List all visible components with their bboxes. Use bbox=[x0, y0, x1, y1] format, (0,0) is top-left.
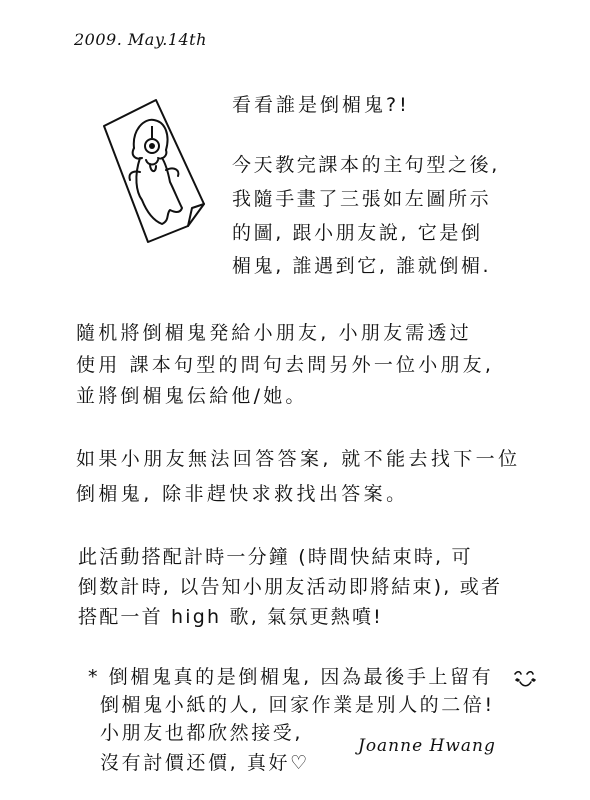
ghost-card-drawing-icon bbox=[96, 96, 208, 246]
timer-line: 倒数計時, 以告知小朋友活动即將結束), 或者 bbox=[78, 576, 503, 598]
date-heading: 2009. May.14th bbox=[74, 30, 207, 49]
rule-line: 隨机將倒楣鬼発給小朋友, 小朋友需透过 bbox=[76, 322, 472, 344]
page-title: 看看誰是倒楣鬼?! bbox=[232, 94, 410, 116]
signature: Joanne Hwang bbox=[358, 736, 496, 756]
fail-line: 如果小朋友無法回答答案, 就不能去找下一位 bbox=[76, 448, 521, 470]
note-line: 沒有討價还價, 真好♡ bbox=[100, 752, 310, 774]
intro-line: 我隨手畫了三張如左圖所示 bbox=[232, 188, 492, 210]
note-line: 小朋友也都欣然接受, bbox=[100, 722, 304, 744]
timer-line: 搭配一首 high 歌, 氣氛更熱噴! bbox=[78, 606, 383, 628]
note-line: 倒楣鬼小紙的人, 回家作業是別人的二倍! bbox=[100, 694, 495, 716]
smile-face-icon bbox=[512, 668, 538, 690]
fail-line: 倒楣鬼, 除非趕快求救找出答案。 bbox=[76, 483, 409, 505]
timer-line: 此活動搭配計時一分鐘 (時間快結束時, 可 bbox=[78, 546, 473, 568]
rule-line: 使用 課本句型的問句去問另外一位小朋友, bbox=[76, 354, 495, 376]
intro-line: 今天教完課本的主句型之後, bbox=[232, 154, 500, 176]
note-line: * 倒楣鬼真的是倒楣鬼, 因為最後手上留有 bbox=[88, 666, 494, 688]
intro-line: 的圖, 跟小朋友說, 它是倒 bbox=[232, 222, 483, 244]
intro-line: 楣鬼, 誰遇到它, 誰就倒楣. bbox=[232, 255, 492, 277]
rule-line: 並將倒楣鬼伝給他/她。 bbox=[76, 385, 308, 407]
